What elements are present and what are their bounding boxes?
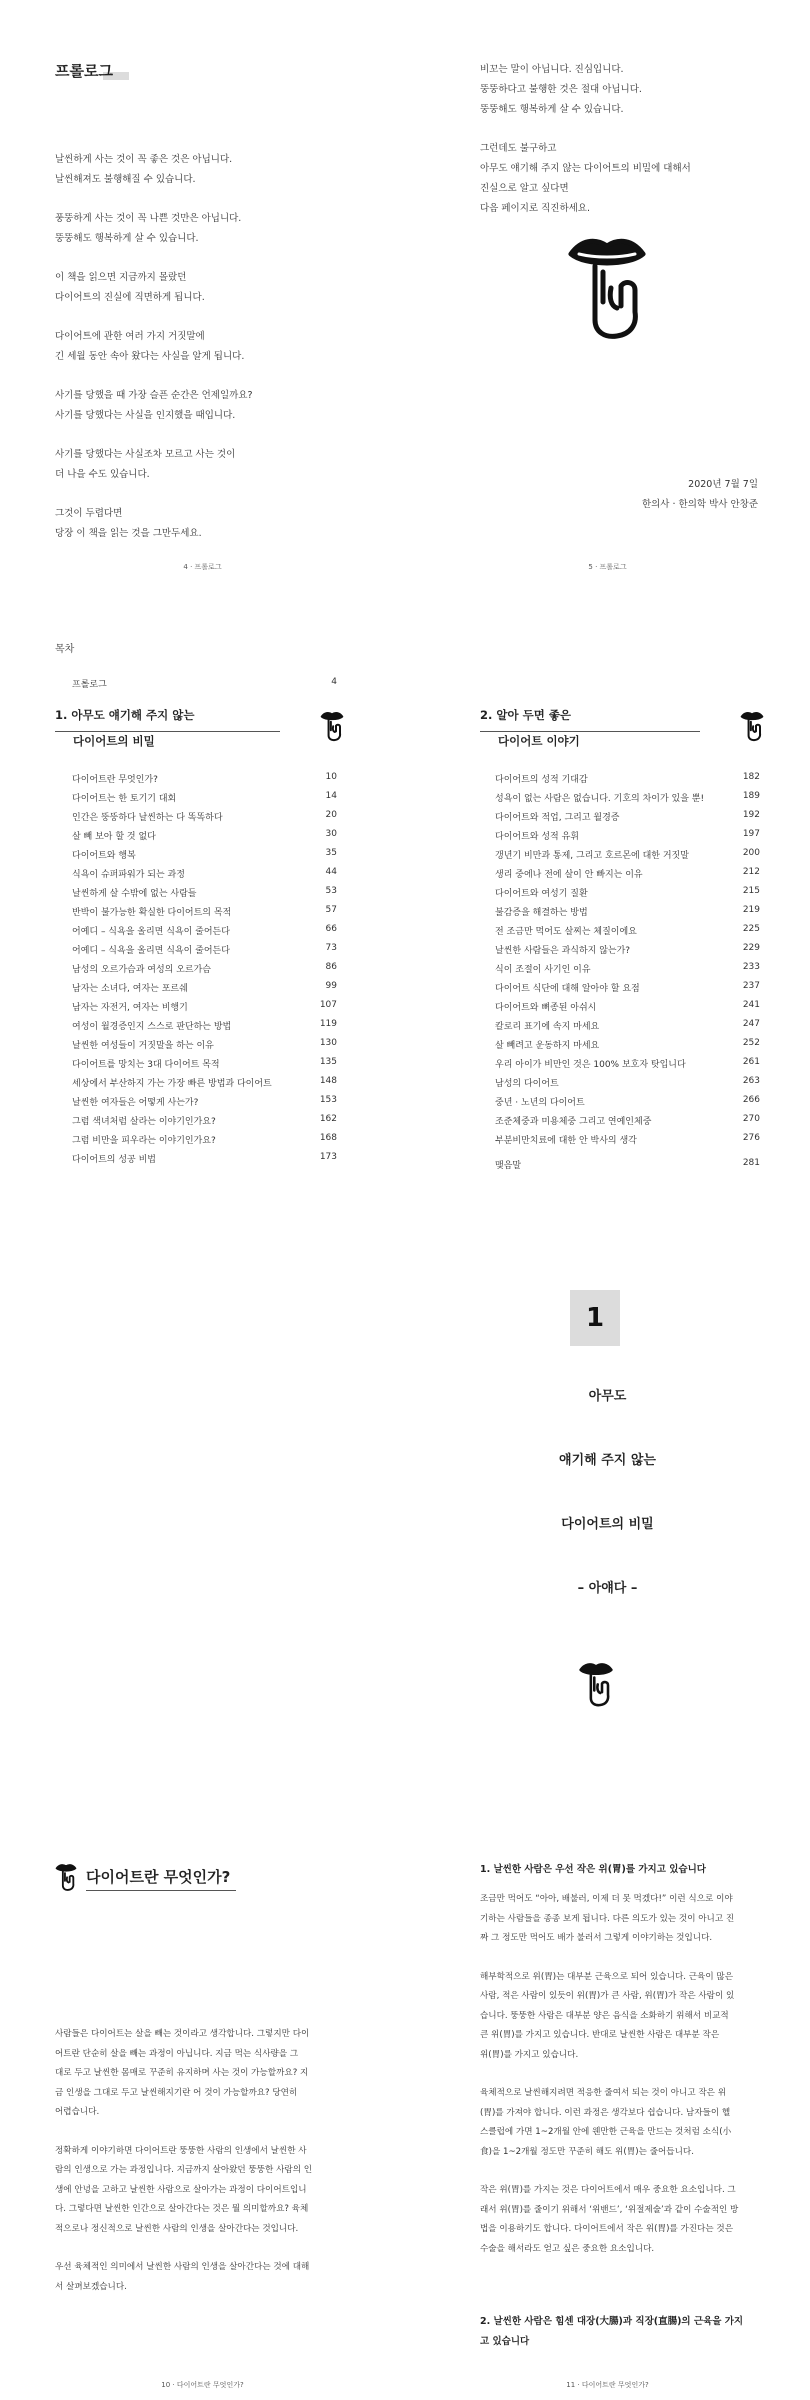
toc-item-page: 73 — [325, 943, 337, 953]
article-title: 다이어트란 무엇인가? — [86, 1868, 231, 1886]
toc-item[interactable] — [495, 772, 760, 791]
page-title — [55, 60, 113, 81]
toc-item-page: 182 — [742, 772, 760, 782]
toc-item-page: 86 — [325, 962, 337, 972]
text-line: 뚱뚱해도 행복하게 살 수 있습니다. — [480, 104, 624, 115]
toc-item-title: 여성이 월경증인지 스스로 판단하는 방법 — [72, 1022, 232, 1032]
toc-item[interactable] — [495, 1114, 760, 1133]
toc-item[interactable] — [72, 1152, 337, 1171]
toc-item[interactable] — [72, 772, 337, 791]
toc-item[interactable] — [495, 848, 760, 867]
toc-item-page: 162 — [319, 1114, 337, 1124]
toc-item-page: 135 — [319, 1057, 337, 1067]
text-line: 긴 세월 동안 속아 왔다는 사실을 알게 됩니다. — [55, 351, 245, 362]
toc-item-page: 189 — [742, 791, 760, 801]
toc-item-epilogue[interactable]: 맺음말 281 — [495, 1158, 760, 1171]
toc-item-page: 261 — [742, 1057, 760, 1067]
toc-item-page: 148 — [319, 1076, 337, 1086]
toc-item[interactable] — [72, 867, 337, 886]
part2-title-line2: 다이어트 이야기 — [498, 734, 580, 748]
text-line: 더 나을 수도 있습니다. — [55, 469, 150, 480]
toc-item[interactable] — [495, 791, 760, 810]
page-footer: 11 · 다이어트란 무엇인가? — [566, 2381, 649, 2389]
toc-item-page: 263 — [742, 1076, 760, 1086]
text-line: 기하는 사람들을 종종 보게 됩니다. 다른 의도가 있는 것이 아니고 진 — [480, 1913, 735, 1924]
toc-part1-title — [55, 702, 345, 754]
text-line: 사기를 당했다는 사실조차 모르고 사는 것이 — [55, 449, 236, 460]
toc-item-title: 다이어트와 성적 유휘 — [495, 832, 579, 842]
toc-item[interactable] — [72, 1133, 337, 1152]
toc-item-page: 168 — [319, 1133, 337, 1143]
toc-item-title: 불감증을 해결하는 방법 — [495, 908, 588, 918]
toc-item-page: 276 — [742, 1133, 760, 1143]
toc-item-title: 세상에서 부산하지 가는 가장 빠른 방법과 다이어트 — [72, 1079, 272, 1089]
toc-item[interactable] — [72, 1076, 337, 1095]
toc-item[interactable] — [72, 1095, 337, 1114]
text-line: 어트란 단순히 살을 빼는 과정이 아닙니다. 지금 먹는 식사량을 그 — [55, 2048, 299, 2059]
prologue-title: 프롤로그 — [55, 62, 113, 80]
text-line: 래서 위(胃)를 줄이기 위해서 ‘위밴드’, ‘위절제술’과 같이 수술적인 방 — [480, 2204, 739, 2215]
paragraph — [55, 2258, 355, 2297]
text-line: 사람, 적은 사람이 있듯이 위(胃)가 큰 사람, 위(胃)가 작은 사람이 있 — [480, 1991, 735, 2001]
toc-item[interactable] — [495, 962, 760, 981]
toc-item-page: 130 — [319, 1038, 337, 1048]
chapter-title-line: 다이어트의 비밀 — [561, 1517, 654, 1532]
toc-item-title: 남자는 자전거, 여자는 비행기 — [72, 1003, 188, 1013]
toc-item-page: 215 — [742, 886, 760, 896]
toc-item-page: 237 — [742, 981, 760, 991]
toc-item[interactable] — [495, 829, 760, 848]
toc-item-title: 다이어트란 무엇인가? — [72, 775, 158, 785]
toc-item[interactable] — [495, 1057, 760, 1076]
toc-item-title: 조준체중과 미용체중 그리고 연예인체중 — [495, 1117, 652, 1127]
paragraph — [55, 327, 375, 367]
toc-item[interactable] — [495, 867, 760, 886]
toc-item-page: 30 — [325, 829, 337, 839]
text-line: 날씬해져도 불행해질 수 있습니다. — [55, 174, 196, 185]
toc-item-page: 20 — [325, 810, 337, 820]
toc-item-title: 부분비만치료에 대한 안 박사의 생각 — [495, 1136, 637, 1146]
part1-divider — [55, 731, 280, 732]
paragraph — [55, 2142, 355, 2240]
toc-item-title: 다이어트의 성적 기대감 — [495, 775, 588, 785]
toc-item-page: 192 — [742, 810, 760, 820]
toc-item-page: 266 — [742, 1095, 760, 1105]
toc-item-title: 다이어트와 적업, 그리고 월경증 — [495, 813, 620, 823]
toc-item[interactable] — [495, 1019, 760, 1038]
toc-item-page: 200 — [742, 848, 760, 858]
toc-item-title: 인간은 뚱뚱하다 날씬하는 다 똑똑하다 — [72, 813, 223, 823]
toc-item-page: 57 — [325, 905, 337, 915]
toc-item-page: 44 — [325, 867, 337, 877]
part2-title-line1: 2. 알아 두면 좋은 — [480, 708, 572, 722]
toc-item[interactable] — [72, 791, 337, 810]
toc-part2-list — [495, 772, 760, 1152]
page-footer: 10 · 다이어트란 무엇인가? — [161, 2381, 244, 2389]
text-line: 뚱뚱해도 행복하게 살 수 있습니다. — [55, 233, 199, 244]
text-line: 사기를 당했다는 사실을 인지했을 때입니다. — [55, 410, 236, 421]
toc-item-title: 중년 · 노년의 다이어트 — [495, 1098, 585, 1108]
toc-item-page: 247 — [742, 1019, 760, 1029]
text-line: 생에 안녕을 고하고 날씬한 사람으로 살아가는 과정이 다이어트입니 — [55, 2184, 307, 2195]
toc-item-title: 날씬한 사람들은 과식하지 않는가? — [495, 946, 631, 956]
toc-item-page: 197 — [742, 829, 760, 839]
paragraph — [55, 2025, 355, 2123]
text-line: 람의 인생으로 가는 과정입니다. 지금까지 살아왔던 뚱뚱한 사람의 인 — [55, 2165, 313, 2175]
toc-item-title: 칼로리 표기에 속지 마세요 — [495, 1022, 600, 1032]
page-footer: 5 · 프롤로그 — [588, 563, 627, 571]
text-line: 다이어트에 관한 여러 가지 거짓말에 — [55, 331, 205, 342]
paragraph — [55, 268, 375, 308]
toc-item[interactable] — [72, 1000, 337, 1019]
toc-item-page: 10 — [325, 772, 337, 782]
text-line: 진실으로 알고 싶다면 — [480, 183, 569, 194]
page-toc-left — [0, 600, 405, 1210]
toc-item-title: 식이 조절이 사기인 이유 — [495, 965, 591, 975]
spread-article — [0, 1810, 810, 2400]
article-body-right — [480, 1890, 780, 2278]
toc-item[interactable] — [495, 1133, 760, 1152]
paragraph — [480, 60, 800, 120]
toc-item[interactable] — [495, 1038, 760, 1057]
text-line: 풍뚱하게 사는 것이 꼭 나쁜 것만은 아닙니다. — [55, 213, 242, 224]
toc-heading: 목차 — [55, 644, 75, 655]
toc-item-page: 53 — [325, 886, 337, 896]
text-line: 사람들은 다이어트는 살을 빼는 것이라고 생각합니다. 그렇지만 다이 — [55, 2029, 310, 2039]
chapter-logo — [578, 1660, 614, 1712]
text-line: 금 인생을 그대로 두고 날씬해지기란 어 것이 가능할까요? 당연히 — [55, 2087, 298, 2098]
toc-item[interactable] — [72, 905, 337, 924]
paragraph — [55, 504, 375, 544]
toc-item-title: 다이어트 식단에 대해 알아야 할 요점 — [495, 984, 640, 994]
toc-item-title: 다이어트의 성공 비법 — [72, 1155, 156, 1165]
text-line: 서 살펴보겠습니다. — [55, 2281, 127, 2292]
paragraph — [480, 1890, 780, 1949]
paragraph — [55, 386, 375, 426]
chapter-number-badge — [570, 1290, 620, 1346]
toc-item-title: 우리 아이가 비만인 것은 100% 보호자 탓입니다 — [495, 1060, 686, 1070]
toc-item-page: 107 — [319, 1000, 337, 1010]
toc-item[interactable] — [495, 1095, 760, 1114]
toc-part2-title — [480, 702, 770, 754]
text-line: 대로 두고 날씬한 몸매로 꾸준히 유지하며 사는 것이 가능할까요? 지 — [55, 2068, 309, 2078]
part2-logo — [740, 710, 764, 746]
toc-item-title: 살 빼 보아 할 것 없다 — [72, 832, 156, 842]
toc-item[interactable] — [72, 943, 337, 962]
toc-item-page: 252 — [742, 1038, 760, 1048]
paragraph — [55, 150, 375, 190]
toc-item-title: 날씬한 여자들은 어떻게 사는가? — [72, 1098, 199, 1108]
text-line: 다. 그렇다면 날씬한 인간으로 살아간다는 것은 뭘 의미할까요? 육체 — [55, 2204, 309, 2214]
toc-part1-list — [72, 772, 337, 1171]
text-line: 위(胃)를 가지고 있습니다. — [480, 2049, 579, 2060]
chapter-title-line: 얘기해 주지 않는 — [559, 1453, 656, 1468]
text-line: 뚱뚱하다고 불행한 것은 절대 아닙니다. — [480, 84, 642, 95]
toc-item[interactable] — [495, 886, 760, 905]
text-line: (胃)를 가져야 합니다. 이런 과정은 생각보다 쉽습니다. 남자들이 헬 — [480, 2107, 731, 2118]
toc-item-page: 99 — [325, 981, 337, 991]
text-line: 날씬하게 사는 것이 꼭 좋은 것은 아닙니다. — [55, 154, 233, 165]
text-line: 사기를 당했을 때 가장 슬픈 순간은 언제일까요? — [55, 390, 253, 401]
toc-item-title: 남성의 오르가슴과 여성의 오르가슴 — [72, 965, 211, 975]
toc-item[interactable] — [495, 924, 760, 943]
text-line: 큰 위(胃)를 가지고 있습니다. 반대로 날씬한 사람은 대부분 작은 — [480, 2030, 720, 2040]
lips-hush-hand-icon — [578, 1660, 614, 1708]
toc-item[interactable] — [72, 1038, 337, 1057]
prologue-body — [55, 150, 375, 563]
text-line: 육체적으로 날씬해지려면 적응한 줄여서 되는 것이 아니고 작은 위 — [480, 2088, 726, 2098]
text-line: 이 책을 읽으면 지금까지 몰랐던 — [55, 272, 187, 283]
toc-item-page: 219 — [742, 905, 760, 915]
text-line: 아무도 얘기해 주지 않는 다이어트의 비밀에 대해서 — [480, 163, 691, 174]
lips-hush-hand-icon — [740, 710, 764, 742]
part2-divider — [480, 731, 700, 732]
spread-prologue — [0, 0, 810, 590]
toc-item[interactable] — [72, 810, 337, 829]
toc-item-title: 다이어트는 한 토기기 대회 — [72, 794, 177, 804]
toc-item-title: 그럼 비만을 피우라는 이야기인가요? — [72, 1136, 216, 1146]
paragraph — [480, 2181, 780, 2259]
text-line: 조금만 먹어도 “아아, 배불러, 이제 더 못 먹겠다!” 이런 식으로 이야 — [480, 1894, 733, 1904]
page-article-left — [0, 1810, 405, 2400]
lips-hush-hand-icon — [320, 710, 344, 742]
lips-hush-hand-icon — [55, 1862, 77, 1892]
page-article-right — [405, 1810, 810, 2400]
chapter-number: 1 — [585, 1303, 605, 1333]
toc-item-page: 270 — [742, 1114, 760, 1124]
spread-toc — [0, 600, 810, 1210]
toc-item-title: 성욕이 없는 사람은 없습니다. 기호의 차이가 있을 뿐! — [495, 794, 705, 804]
toc-item-title: 날씬한 여성들이 거짓말을 하는 이유 — [72, 1041, 214, 1051]
article-heading-1: 1. 날씬한 사람은 우선 작은 위(胃)를 가지고 있습니다 — [480, 1864, 706, 1875]
paragraph — [55, 445, 375, 485]
toc-item-title: 어예디 – 식욕을 올리면 식욕이 줄어든다 — [72, 927, 230, 937]
toc-item-title: 식욕이 슈퍼파워가 되는 과정 — [72, 870, 185, 880]
text-line: 수술을 해서라도 얻고 싶은 중요한 요소입니다. — [480, 2243, 655, 2254]
prologue-body-continued — [480, 60, 800, 238]
text-line: 그것이 두렵다면 — [55, 508, 123, 519]
chapter-title-line: 아무도 — [588, 1389, 627, 1404]
toc-item[interactable] — [72, 886, 337, 905]
toc-item-page: 212 — [742, 867, 760, 877]
toc-item-title: 남자는 소녀다, 여자는 포르쉐 — [72, 984, 188, 994]
text-line: 짜 그 정도만 먹어도 배가 불러서 그렇게 이야기하는 것입니다. — [480, 1933, 713, 1943]
toc-item[interactable] — [72, 924, 337, 943]
toc-item-page: 14 — [325, 791, 337, 801]
toc-item[interactable] — [495, 1000, 760, 1019]
toc-item-prologue[interactable]: 프롤로그 4 — [72, 677, 337, 690]
toc-item-page: 173 — [319, 1152, 337, 1162]
toc-item[interactable] — [72, 848, 337, 867]
toc-item[interactable] — [72, 981, 337, 1000]
toc-item-title: 다이어트를 망치는 3대 다이어트 목적 — [72, 1060, 220, 1070]
prologue-date: 2020년 7월 7일 — [688, 479, 758, 490]
paragraph — [480, 2084, 780, 2162]
heading-line: 2. 날씬한 사람은 힘센 대장(大腸)과 직장(直腸)의 근육을 가지 — [480, 2316, 744, 2327]
part1-logo — [320, 710, 344, 746]
toc-item-title: 갱년기 비만과 통제, 그리고 호르몬에 대한 거짓말 — [495, 851, 689, 861]
part1-title-line1: 1. 아무도 얘기해 주지 않는 — [55, 708, 195, 722]
toc-item[interactable] — [495, 943, 760, 962]
toc-item[interactable] — [495, 1076, 760, 1095]
toc-item-title: 살 빼려고 운동하지 마세요 — [495, 1041, 600, 1051]
toc-item[interactable] — [72, 1019, 337, 1038]
text-line: 스클럽에 가면 1~2개월 안에 웬만한 근육을 만드는 것처럼 소식(小 — [480, 2127, 732, 2137]
text-line: 정확하게 이야기하면 다이어트란 뚱뚱한 사람의 인생에서 날씬한 사 — [55, 2145, 307, 2156]
toc-item[interactable] — [72, 1057, 337, 1076]
lips-hush-hand-icon — [565, 232, 649, 342]
text-line: 작은 위(胃)를 가지는 것은 다이어트에서 매우 중요한 요소입니다. 그 — [480, 2185, 736, 2195]
toc-item[interactable] — [72, 1114, 337, 1133]
paragraph — [55, 209, 375, 249]
text-line: 당장 이 책을 읽는 것을 그만두세요. — [55, 528, 202, 539]
article-logo — [55, 1862, 77, 1896]
page-toc-right — [405, 600, 810, 1210]
chapter-title-line: – 아얘다 – — [577, 1581, 638, 1596]
article-title-underline — [86, 1890, 236, 1891]
text-line: 우선 육체적인 의미에서 날씬한 사람의 인생을 살아간다는 것에 대해 — [55, 2262, 310, 2272]
page-prologue-right — [405, 0, 810, 590]
text-line: 적으로나 정신적으로 날씬한 사람의 인생을 살아간다는 것입니다. — [55, 2223, 299, 2234]
toc-item-page: 233 — [742, 962, 760, 972]
toc-item-page: 229 — [742, 943, 760, 953]
text-line: 법을 이용하기도 합니다. 다이어트에서 작은 위(胃)를 가진다는 것은 — [480, 2224, 733, 2234]
toc-item[interactable] — [495, 981, 760, 1000]
part1-title-line2: 다이어트의 비밀 — [73, 734, 155, 748]
toc-item-page: 119 — [319, 1019, 337, 1029]
text-line: 다이어트의 진실에 직면하게 됩니다. — [55, 292, 205, 303]
toc-item-title: 그럼 색녀처럼 살라는 이야기인가요? — [72, 1117, 216, 1127]
prologue-author: 한의사 · 한의학 박사 안창준 — [641, 499, 758, 510]
toc-item[interactable] — [72, 962, 337, 981]
text-line: 食)을 1~2개월 정도만 꾸준히 해도 위(胃)는 줄어듭니다. — [480, 2146, 694, 2157]
page-prologue-left — [0, 0, 405, 590]
toc-item-page: 241 — [742, 1000, 760, 1010]
paragraph — [480, 139, 800, 219]
text-line: 습니다. 뚱뚱한 사람은 대부분 양은 음식을 소화하기 위해서 비교적 — [480, 2010, 729, 2021]
toc-item-title: 다이어트와 행복 — [72, 851, 136, 861]
text-line: 다음 페이지로 직진하세요. — [480, 203, 591, 214]
article-body-left — [55, 2025, 355, 2316]
toc-item-page: 66 — [325, 924, 337, 934]
toc-item[interactable] — [495, 905, 760, 924]
toc-item-page: 225 — [742, 924, 760, 934]
toc-item[interactable] — [495, 810, 760, 829]
toc-item-title: 생리 중에나 전에 살이 안 빠지는 이유 — [495, 870, 643, 880]
toc-item[interactable] — [72, 829, 337, 848]
toc-item-title: 날씬하게 살 수밖에 없는 사람들 — [72, 889, 197, 899]
toc-item-page: 35 — [325, 848, 337, 858]
heading-line: 고 있습니다 — [480, 2336, 530, 2347]
toc-item-title: 어예디 – 식욕을 올리면 식욕이 줄어든다 — [72, 946, 230, 956]
page-footer: 4 · 프롤로그 — [183, 563, 222, 571]
chapter-title — [405, 1365, 810, 1621]
text-line: 비꼬는 말이 아닙니다. 진심입니다. — [480, 64, 624, 75]
hush-logo — [565, 232, 649, 346]
spread-chapter-opener — [0, 1220, 810, 1810]
toc-item-title: 다이어트와 여성기 질환 — [495, 889, 588, 899]
text-line: 그런데도 불구하고 — [480, 143, 557, 154]
text-line: 해부학적으로 위(胃)는 대부분 근육으로 되어 있습니다. 근육이 많은 — [480, 1971, 733, 1982]
toc-item-title: 남성의 다이어트 — [495, 1079, 559, 1089]
article-heading-2 — [480, 2312, 780, 2352]
toc-item-title: 전 조금만 먹어도 살찌는 체질이에요 — [495, 927, 637, 937]
toc-item-page: 153 — [319, 1095, 337, 1105]
text-line: 어렵습니다. — [55, 2107, 100, 2117]
paragraph — [480, 1968, 780, 2066]
toc-item-title: 다이어트와 뼈종된 아쉬시 — [495, 1003, 597, 1013]
toc-item-title: 반박이 불가능한 확실한 다이어트의 목적 — [72, 908, 232, 918]
